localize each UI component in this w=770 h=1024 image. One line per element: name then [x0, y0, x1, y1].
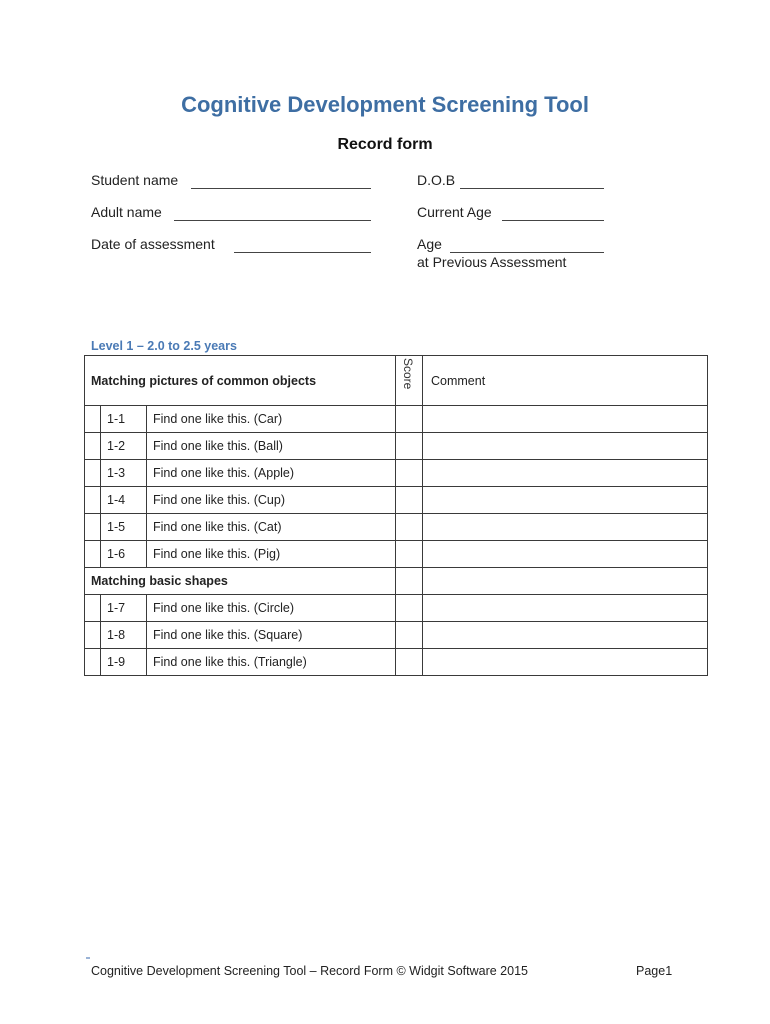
table-row — [85, 514, 708, 541]
indent-cell — [85, 433, 101, 460]
table-row — [85, 622, 708, 649]
table-row — [85, 460, 708, 487]
date-of-assessment-line[interactable] — [234, 252, 371, 253]
score-cell — [396, 568, 423, 595]
section-row — [85, 568, 708, 595]
score-cell[interactable] — [396, 595, 423, 622]
comment-cell[interactable] — [423, 595, 708, 622]
item-description: Find one like this. (Pig) — [147, 541, 396, 568]
item-description: Find one like this. (Circle) — [147, 595, 396, 622]
indent-cell — [85, 541, 101, 568]
table-row — [85, 433, 708, 460]
item-description: Find one like this. (Car) — [147, 406, 396, 433]
item-description: Find one like this. (Triangle) — [147, 649, 396, 676]
document-subtitle: Record form — [337, 136, 433, 153]
item-description: Find one like this. (Ball) — [147, 433, 396, 460]
item-number: 1-6 — [101, 541, 147, 568]
comment-cell[interactable] — [423, 433, 708, 460]
score-cell[interactable] — [396, 541, 423, 568]
adult-name-line[interactable] — [174, 220, 371, 221]
score-cell[interactable] — [396, 514, 423, 541]
table-row — [85, 406, 708, 433]
indent-cell — [85, 460, 101, 487]
section-label: Matching pictures of common objects — [85, 356, 396, 406]
score-header-label: Score — [401, 358, 415, 390]
table-row — [85, 541, 708, 568]
document-title: Cognitive Development Screening Tool — [181, 92, 589, 117]
section-label: Matching basic shapes — [85, 568, 396, 595]
comment-cell[interactable] — [423, 487, 708, 514]
score-cell[interactable] — [396, 487, 423, 514]
level-heading: Level 1 – 2.0 to 2.5 years — [91, 339, 237, 353]
comment-cell[interactable] — [423, 649, 708, 676]
score-header — [396, 356, 423, 406]
adult-name-label: Adult name — [91, 204, 162, 220]
indent-cell — [85, 595, 101, 622]
comment-header: Comment — [423, 356, 708, 406]
score-cell[interactable] — [396, 460, 423, 487]
indent-cell — [85, 487, 101, 514]
score-cell[interactable] — [396, 622, 423, 649]
indent-cell — [85, 649, 101, 676]
indent-cell — [85, 622, 101, 649]
footer-mark — [86, 957, 90, 959]
item-description: Find one like this. (Cat) — [147, 514, 396, 541]
current-age-label: Current Age — [417, 204, 492, 220]
score-cell[interactable] — [396, 433, 423, 460]
comment-cell[interactable] — [423, 541, 708, 568]
item-description: Find one like this. (Apple) — [147, 460, 396, 487]
comment-cell[interactable] — [423, 622, 708, 649]
date-of-assessment-label: Date of assessment — [91, 236, 215, 252]
page-number: Page1 — [636, 964, 673, 978]
item-number: 1-5 — [101, 514, 147, 541]
table-row — [85, 649, 708, 676]
table-row — [85, 487, 708, 514]
score-cell[interactable] — [396, 649, 423, 676]
item-number: 1-1 — [101, 406, 147, 433]
indent-cell — [85, 406, 101, 433]
comment-cell[interactable] — [423, 406, 708, 433]
table-header-row — [85, 356, 708, 406]
student-name-line[interactable] — [191, 188, 371, 189]
indent-cell — [85, 514, 101, 541]
item-number: 1-9 — [101, 649, 147, 676]
comment-cell[interactable] — [423, 460, 708, 487]
comment-cell — [423, 568, 708, 595]
record-table — [84, 355, 708, 676]
item-number: 1-2 — [101, 433, 147, 460]
footer-text: Cognitive Development Screening Tool – Record Form © Widgit Software 2015 — [91, 964, 528, 978]
item-number: 1-7 — [101, 595, 147, 622]
item-number: 1-3 — [101, 460, 147, 487]
student-name-label: Student name — [91, 172, 179, 188]
item-description: Find one like this. (Square) — [147, 622, 396, 649]
age-label: Age — [417, 236, 442, 252]
score-cell[interactable] — [396, 406, 423, 433]
previous-assessment-label: at Previous Assessment — [417, 254, 567, 270]
current-age-line[interactable] — [502, 220, 604, 221]
table-row — [85, 595, 708, 622]
age-line[interactable] — [450, 252, 604, 253]
dob-line[interactable] — [460, 188, 604, 189]
comment-cell[interactable] — [423, 514, 708, 541]
item-number: 1-8 — [101, 622, 147, 649]
item-description: Find one like this. (Cup) — [147, 487, 396, 514]
dob-label: D.O.B — [417, 172, 456, 188]
item-number: 1-4 — [101, 487, 147, 514]
